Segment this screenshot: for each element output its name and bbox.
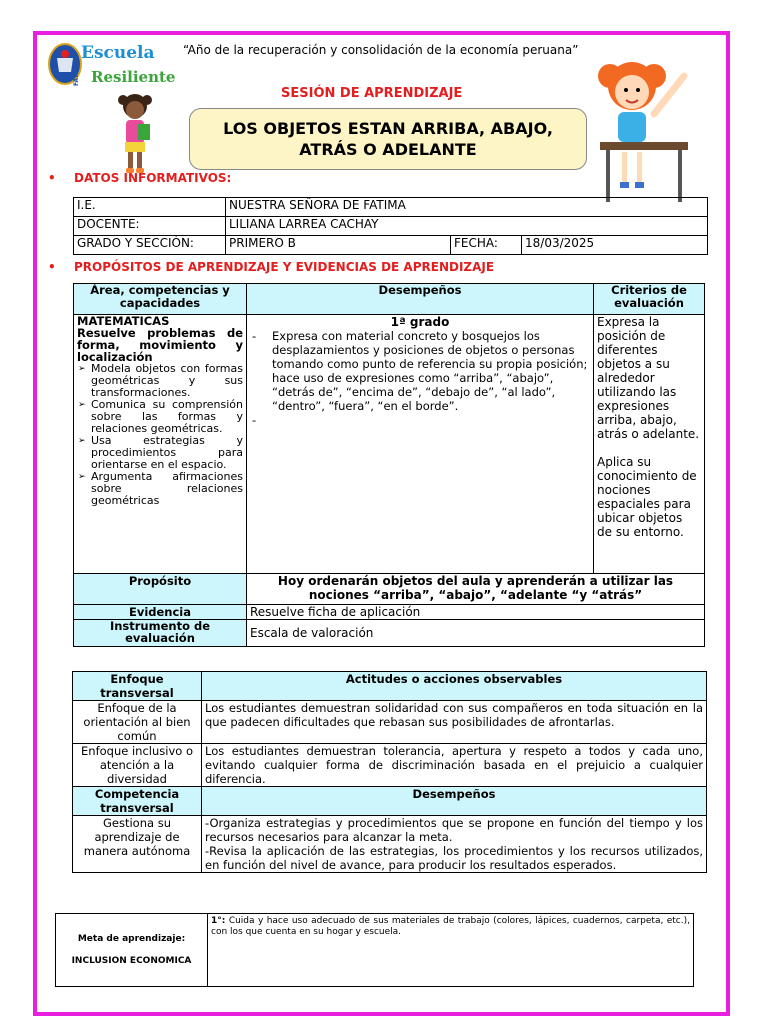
competencia-text-1: -Organiza estrategias y procedimientos que se propone en función del tiempo y los recursos necesarios para alcanzar la meta. — [205, 816, 703, 844]
table-row — [73, 672, 707, 701]
table-row — [74, 198, 708, 217]
col-criterios: Criterios de evaluación — [594, 284, 705, 315]
proposito-label: Propósito — [74, 574, 247, 605]
logo-text-escuela: Escuela — [81, 43, 155, 63]
table-row — [74, 236, 708, 255]
datos-heading: • DATOS INFORMATIVOS: — [48, 171, 232, 185]
enfoque-label: Enfoque de la orientación al bien común — [73, 701, 202, 744]
competencia-text — [202, 816, 707, 873]
desempeno-cell — [247, 315, 594, 574]
desempeno-list — [250, 329, 590, 413]
criterio-2: Aplica su conocimiento de nociones espaciales para ubicar objetos de su entorno. — [597, 455, 697, 539]
competencia-label: Gestiona su aprendizaje de manera autónoma — [73, 816, 202, 873]
table-row — [56, 914, 694, 987]
meta-label: Meta de aprendizaje: — [77, 934, 186, 944]
table-row — [73, 787, 707, 816]
criterios-cell — [594, 315, 705, 574]
meta-item-prefix: 1°: — [211, 916, 226, 926]
meta-item-text: Cuida y hace uso adecuado de sus materiales de trabajo (colores, lápices, cuadernos, carpeta, etc.), con los que cuenta en su hogar y escuela. — [211, 916, 690, 937]
session-title: SESIÓN DE APRENDIZAJE — [281, 86, 463, 101]
evidencia-label: Evidencia — [74, 605, 247, 620]
grado-label: GRADO Y SECCIÓN: — [74, 236, 226, 255]
docente-value: LILIANA LARREA CACHAY — [226, 217, 708, 236]
table-row — [74, 284, 705, 315]
competencia-name: Resuelve problemas de forma, movimiento y localización — [77, 326, 243, 364]
evidencia-value: Resuelve ficha de aplicación — [247, 605, 705, 620]
list-item: ➢ Modela objetos con formas geométricas y sus transformaciones. — [91, 363, 243, 399]
list-item: ➢ Usa estrategias y procedimientos para orientarse en el espacio. — [91, 435, 243, 471]
logo-side-text: FATIMA — [73, 61, 80, 86]
col-enfoque: Enfoque transversal — [73, 672, 202, 701]
instrumento-label: Instrumento de evaluación — [74, 620, 247, 647]
ie-value: NUESTRA SEÑORA DE FATIMA — [226, 198, 708, 217]
logo-text-resiliente: Resiliente — [91, 68, 176, 86]
area-cell — [74, 315, 247, 574]
meta-sublabel: INCLUSION ECONOMICA — [71, 956, 192, 966]
session-banner — [189, 108, 587, 170]
col-actitudes: Actitudes o acciones observables — [202, 672, 707, 701]
capacidades-list — [77, 363, 243, 507]
table-row — [73, 744, 707, 787]
list-item: ➢ Argumenta afirmaciones sobre relaciones geométricas — [91, 471, 243, 507]
enfoques-table — [72, 671, 707, 873]
table-row — [74, 574, 705, 605]
table-row — [74, 217, 708, 236]
propositos-table — [73, 283, 705, 647]
col-desempenos: Desempeños — [247, 284, 594, 315]
list-item: ➢ Comunica su comprensión sobre las formas y relaciones geométricas. — [91, 399, 243, 435]
motto: “Año de la recuperación y consolidación de la economía peruana” — [183, 43, 579, 57]
grado-value: PRIMERO B — [226, 236, 451, 255]
docente-label: DOCENTE: — [74, 217, 226, 236]
banner-title: LOS OBJETOS ESTAN ARRIBA, ABAJO, ATRÁS O ADELANTE — [223, 119, 553, 159]
grado-label: 1ª grado — [390, 315, 450, 329]
datos-table — [73, 197, 708, 255]
meta-content-cell — [208, 914, 694, 987]
proposito-value: Hoy ordenarán objetos del aula y aprenderán a utilizar las nociones “arriba”, “abajo”, “adelante “y “atrás” — [247, 574, 705, 605]
girl-at-desk-illustration — [592, 56, 700, 206]
competencia-text-2: -Revisa la aplicación de las estrategias, los procedimientos y los recursos utilizados, en función del nivel de avance, para producir los resultados esperados. — [205, 844, 703, 872]
fecha-value: 18/03/2025 — [522, 236, 708, 255]
ie-label: I.E. — [74, 198, 226, 217]
enfoque-text: Los estudiantes demuestran solidaridad con sus compañeros en toda situación en la que padecen dificultades que rebasan sus posibilidades de afrontarlas. — [202, 701, 707, 744]
table-row — [74, 315, 705, 574]
table-row — [73, 701, 707, 744]
col-competencia: Competencia transversal — [73, 787, 202, 816]
school-logo — [45, 38, 185, 90]
table-row — [74, 620, 705, 647]
propositos-heading: • PROPÓSITOS DE APRENDIZAJE Y EVIDENCIAS DE APRENDIZAJE — [48, 260, 495, 274]
col-desempenos-transversal: Desempeños — [202, 787, 707, 816]
fecha-label: FECHA: — [451, 236, 522, 255]
enfoque-text: Los estudiantes demuestran tolerancia, apertura y respeto a todos y cada uno, evitando cualquier forma de discriminación basada en el prejuicio a cualquier diferencia. — [202, 744, 707, 787]
meta-label-cell — [56, 914, 208, 987]
girl-illustration-left — [110, 92, 160, 176]
criterio-1: Expresa la posición de diferentes objetos a su alrededor utilizando las expresiones arriba, abajo, atrás o adelante. — [597, 315, 700, 441]
meta-table — [55, 913, 694, 987]
instrumento-value: Escala de valoración — [247, 620, 705, 647]
table-row — [74, 605, 705, 620]
enfoque-label: Enfoque inclusivo o atención a la diversidad — [73, 744, 202, 787]
table-row — [73, 816, 707, 873]
list-item: - Expresa con material concreto y bosquejos los desplazamientos y posiciones de objetos o personas tomando como punto de referencia su propia posición; hace uso de expresiones como “arriba”, “abajo”, “detrás de”, “encima de”, “debajo de”, “al lado”, “dentro”, “fuera”, “en el borde”. — [272, 329, 590, 413]
col-area: Área, competencias y capacidades — [74, 284, 247, 315]
area-name: MATEMATICAS — [77, 314, 170, 328]
